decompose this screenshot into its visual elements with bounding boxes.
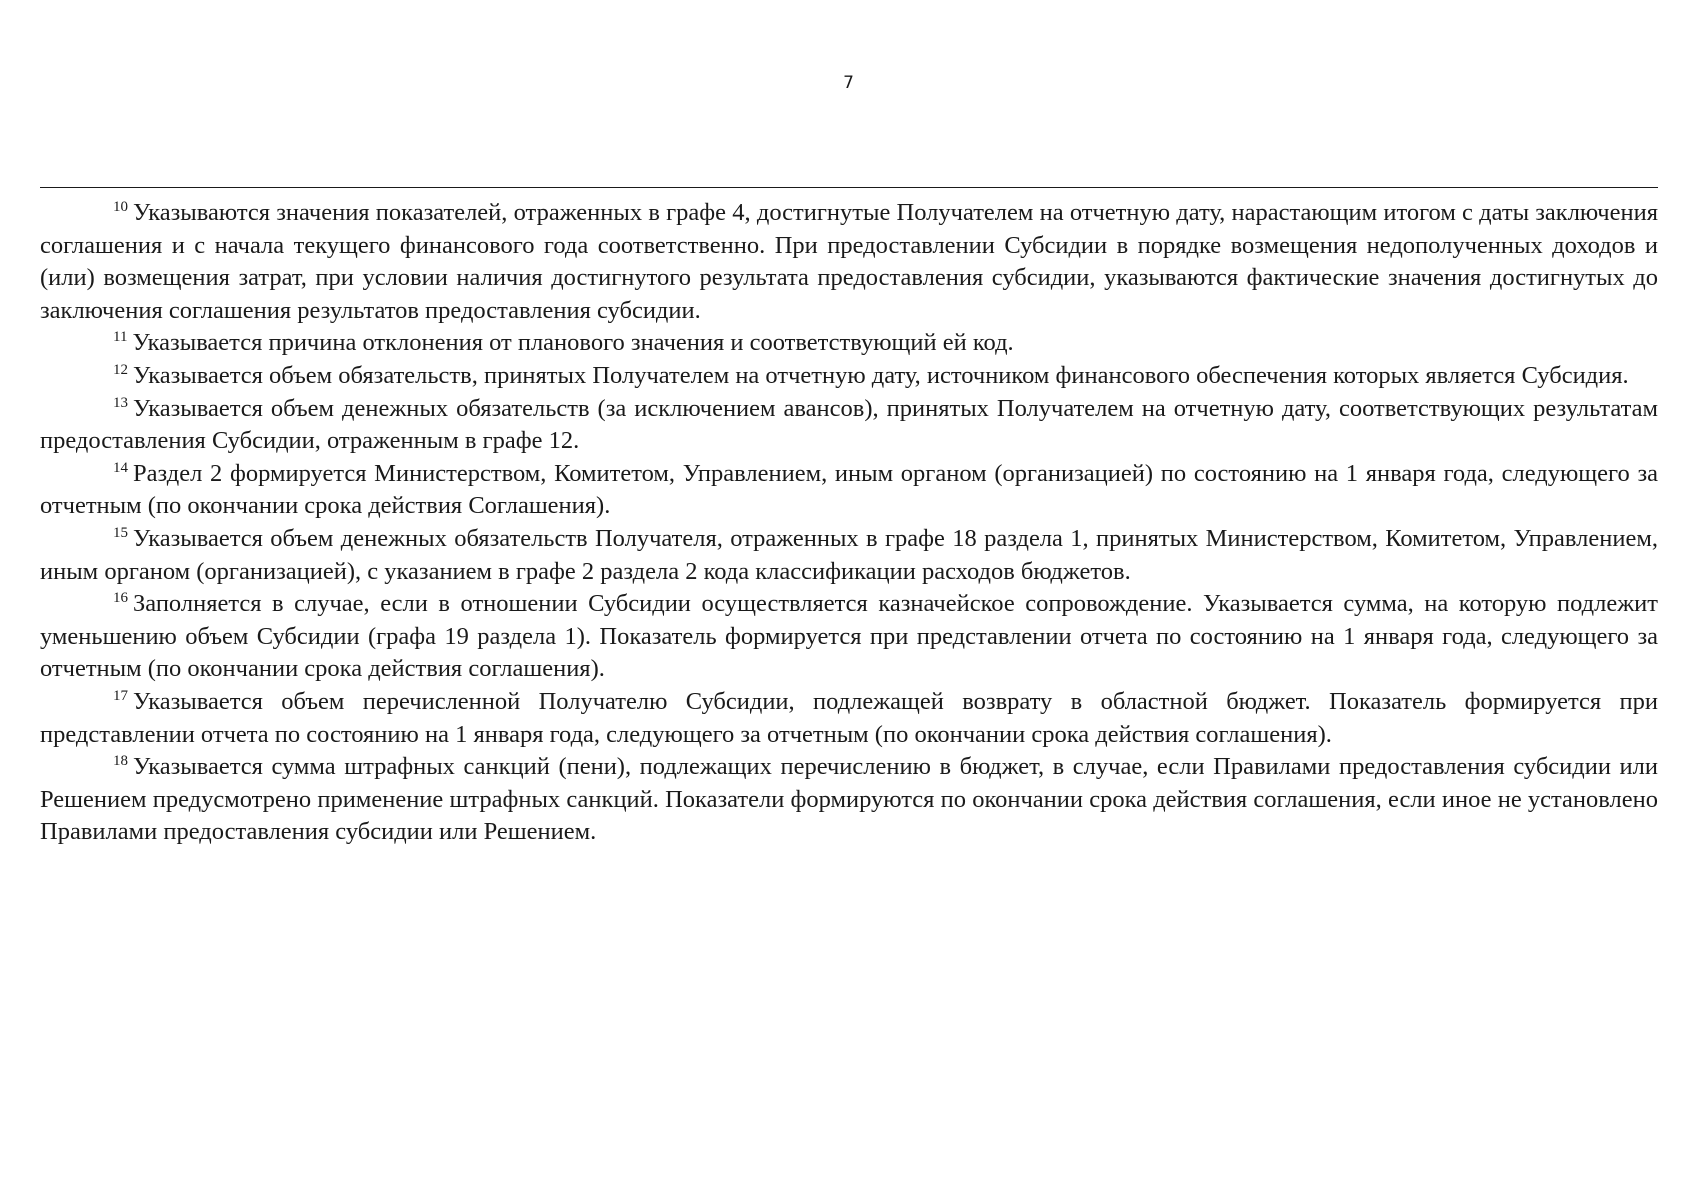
footnotes-section — [40, 197, 1658, 849]
footnote-mark: 13 — [113, 394, 128, 411]
page-number: 7 — [843, 73, 854, 93]
footnote-text: Указывается объем денежных обязательств Получателя, отраженных в графе 18 раздела 1, принятых Министерством, Комитетом, Управлением, иным органом (организацией), с указанием в графе 2 раздела 2 кода классификации расходов бюджетов. — [40, 524, 1658, 585]
footnote-13 — [40, 393, 1658, 458]
footnote-mark: 11 — [113, 329, 128, 346]
footnote-text: Указывается объем денежных обязательств (за исключением авансов), принятых Получателем на отчетную дату, соответствующих результатам предоставления Субсидии, отраженным в графе 12. — [40, 394, 1658, 455]
footnote-mark: 17 — [113, 687, 128, 704]
footnote-text: Указываются значения показателей, отраженных в графе 4, достигнутые Получателем на отчетную дату, нарастающим итогом с даты заключения соглашения и с начала текущего финансового года соответственно. При предоставлении Субсидии в порядке возмещения недополученных доходов и (или) возмещения затрат, при условии наличия достигнутого результата предоставления субсидии, указываются фактические значения достигнутых до заключения соглашения результатов предоставления субсидии. — [40, 199, 1658, 324]
footnote-11 — [40, 327, 1658, 360]
footnote-14 — [40, 458, 1658, 523]
footnote-12 — [40, 360, 1658, 393]
footnote-text: Указывается объем перечисленной Получателю Субсидии, подлежащей возврату в областной бюджет. Показатель формируется при представлении отчета по состоянию на 1 января года, следующего за отчетным (по окончании срока действия соглашения). — [40, 687, 1658, 748]
footnote-15 — [40, 523, 1658, 588]
footnote-mark: 18 — [113, 753, 128, 770]
footnote-10 — [40, 197, 1658, 327]
footnote-17 — [40, 686, 1658, 751]
footnote-mark: 16 — [113, 590, 128, 607]
footnote-mark: 15 — [113, 524, 128, 541]
footnote-text: Раздел 2 формируется Министерством, Комитетом, Управлением, иным органом (организацией) по состоянию на 1 января года, следующего за отчетным (по окончании срока действия Соглашения). — [40, 459, 1658, 520]
footnote-text: Указывается сумма штрафных санкций (пени), подлежащих перечислению в бюджет, в случае, если Правилами предоставления субсидии или Решением предусмотрено применение штрафных санкций. Показатели формируются по окончании срока действия соглашения, если иное не установлено Правилами предоставления субсидии или Решением. — [40, 753, 1658, 846]
footnote-mark: 14 — [113, 459, 128, 476]
footnote-text: Указывается причина отклонения от планового значения и соответствующий ей код. — [132, 329, 1014, 357]
footnote-text: Заполняется в случае, если в отношении Субсидии осуществляется казначейское сопровождение. Указывается сумма, на которую подлежит уменьшению объем Субсидии (графа 19 раздела 1). Показатель формируется при представлении отчета по состоянию на 1 января года, следующего за отчетным (по окончании срока действия соглашения). — [40, 590, 1658, 683]
footnote-separator — [40, 187, 1658, 188]
footnote-16 — [40, 588, 1658, 686]
footnote-mark: 10 — [113, 199, 128, 215]
footnote-mark: 12 — [113, 361, 128, 378]
footnote-18 — [40, 751, 1658, 849]
footnote-text: Указывается объем обязательств, принятых Получателем на отчетную дату, источником финансового обеспечения которых является Субсидия. — [133, 361, 1629, 389]
